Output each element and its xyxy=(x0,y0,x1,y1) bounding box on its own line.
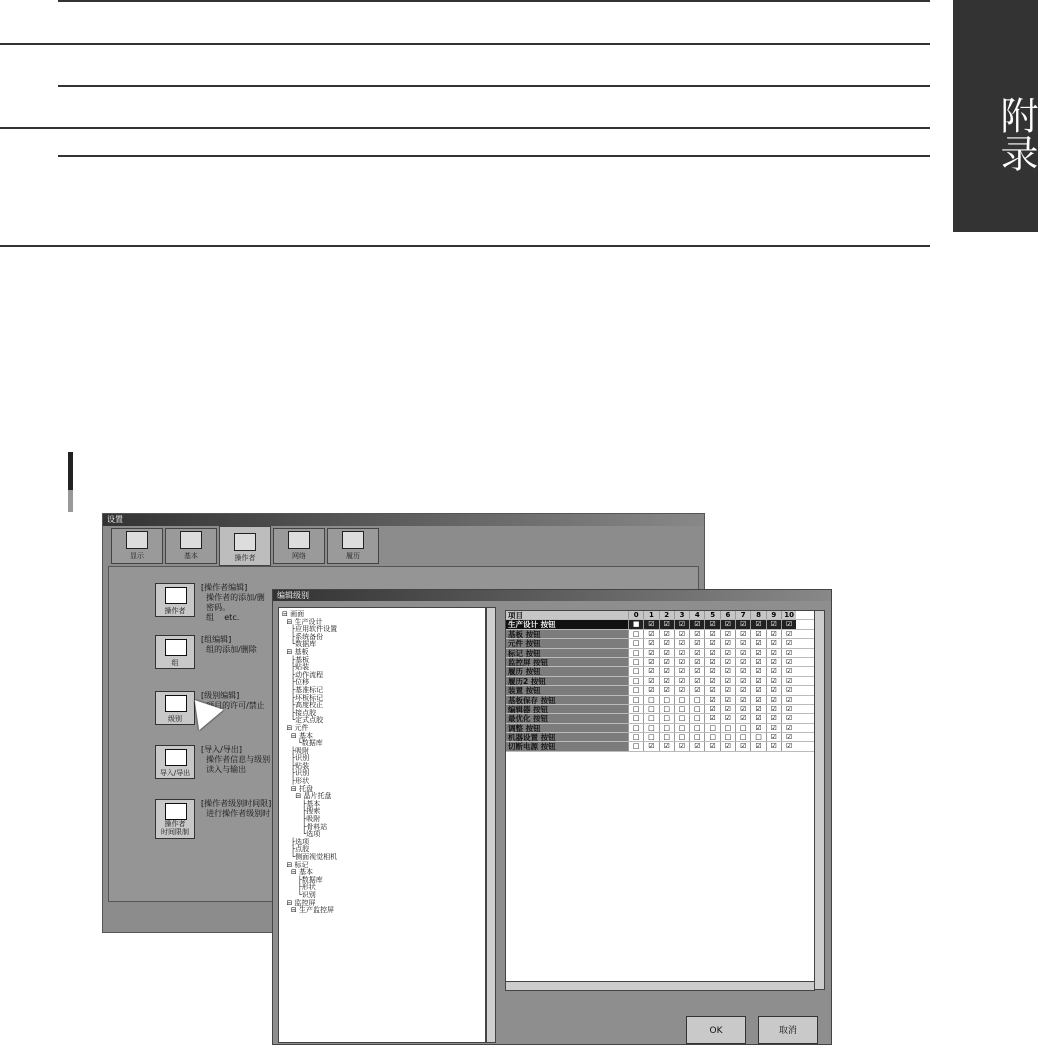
permission-checkbox[interactable]: ☑ xyxy=(659,742,674,750)
permission-checkbox[interactable]: ☑ xyxy=(659,639,674,647)
tree-node[interactable]: ├坏板标记 xyxy=(282,693,324,702)
permission-checkbox[interactable]: □ xyxy=(674,724,689,732)
permission-checkbox[interactable]: ☑ xyxy=(766,620,781,628)
item-tree[interactable] xyxy=(278,607,486,1043)
grid-column-header[interactable]: 8 xyxy=(750,611,765,619)
permission-checkbox[interactable]: ☑ xyxy=(781,686,796,694)
tree-node[interactable]: ⊟ 晶片托盘 xyxy=(282,792,332,801)
permission-checkbox[interactable]: ☑ xyxy=(735,649,750,657)
permission-checkbox[interactable]: ☑ xyxy=(704,620,719,628)
table-row[interactable] xyxy=(506,667,824,676)
permission-checkbox[interactable]: ☑ xyxy=(735,639,750,647)
tree-node[interactable]: ├贴装 xyxy=(282,761,310,770)
tree-node[interactable]: ├应用软件设置 xyxy=(282,625,338,634)
rule-3 xyxy=(58,85,930,87)
permission-checkbox[interactable]: ☑ xyxy=(659,667,674,675)
tree-node[interactable]: ⊟ 基本 xyxy=(282,731,313,740)
permission-grid xyxy=(505,610,825,990)
settings-tabs xyxy=(111,528,379,566)
permission-checkbox[interactable]: ☑ xyxy=(674,649,689,657)
tree-node[interactable]: ⊟ 基本 xyxy=(282,868,313,877)
section-marker-light xyxy=(68,490,73,512)
tree-node[interactable]: ├数据库 xyxy=(282,875,323,884)
permission-checkbox[interactable]: ☑ xyxy=(735,686,750,694)
permission-checkbox[interactable]: ☑ xyxy=(720,705,735,713)
permission-checkbox[interactable]: □ xyxy=(735,724,750,732)
permission-checkbox[interactable]: ☑ xyxy=(689,639,704,647)
rule-6 xyxy=(0,245,930,247)
permission-checkbox[interactable]: ☑ xyxy=(781,696,796,704)
permission-checkbox[interactable]: ☑ xyxy=(643,639,658,647)
import-export-button[interactable] xyxy=(155,745,195,779)
tree-node[interactable]: ├贴装 xyxy=(282,663,310,672)
permission-checkbox[interactable]: ☑ xyxy=(704,630,719,638)
ok-button[interactable]: OK xyxy=(686,1016,746,1044)
permission-checkbox[interactable]: ☑ xyxy=(781,639,796,647)
settings-titlebar: 设置 xyxy=(103,514,704,526)
tree-node[interactable]: ├形状 xyxy=(282,777,310,786)
time-limit-button[interactable] xyxy=(155,799,195,839)
permission-checkbox[interactable]: ☑ xyxy=(689,658,704,666)
tree-node[interactable]: ├动作流程 xyxy=(282,670,324,679)
permission-checkbox[interactable]: ☑ xyxy=(766,724,781,732)
permission-checkbox[interactable]: ☑ xyxy=(643,677,658,685)
permission-checkbox[interactable]: □ xyxy=(628,649,643,657)
permission-checkbox[interactable]: ☑ xyxy=(735,620,750,628)
clock-icon xyxy=(165,803,187,820)
tree-node[interactable]: ├识别 xyxy=(282,769,310,778)
table-row[interactable] xyxy=(506,724,824,733)
appendix-label: 附录 xyxy=(994,96,1038,172)
permission-checkbox[interactable]: ☑ xyxy=(704,677,719,685)
tab-basic[interactable] xyxy=(165,528,217,564)
tree-node[interactable]: ├识别 xyxy=(282,754,310,763)
tab-label: 显示 xyxy=(130,552,144,560)
permission-checkbox[interactable]: □ xyxy=(643,705,658,713)
permission-checkbox[interactable]: □ xyxy=(735,733,750,741)
permission-checkbox[interactable]: ☑ xyxy=(781,733,796,741)
tab-network[interactable] xyxy=(273,528,325,564)
permission-checkbox[interactable]: □ xyxy=(720,724,735,732)
permission-checkbox[interactable]: □ xyxy=(628,714,643,722)
permission-checkbox[interactable]: □ xyxy=(659,724,674,732)
permission-checkbox[interactable]: □ xyxy=(750,733,765,741)
permission-checkbox[interactable]: ☑ xyxy=(766,649,781,657)
permission-checkbox[interactable]: □ xyxy=(659,696,674,704)
permission-checkbox[interactable]: ☑ xyxy=(689,677,704,685)
permission-checkbox[interactable]: ☑ xyxy=(750,714,765,722)
row-label: 标记 按钮 xyxy=(506,649,628,657)
permission-checkbox[interactable]: ☑ xyxy=(704,667,719,675)
permission-checkbox[interactable]: ☑ xyxy=(781,630,796,638)
permission-checkbox[interactable]: □ xyxy=(628,658,643,666)
level-edit-desc: [级别编辑] 项目的许可/禁止 xyxy=(201,691,265,710)
permission-checkbox[interactable]: □ xyxy=(628,696,643,704)
tab-label: 网络 xyxy=(292,552,306,560)
permission-checkbox[interactable]: ☑ xyxy=(643,658,658,666)
operator-icon xyxy=(165,587,187,604)
tree-node[interactable]: ├高度校正 xyxy=(282,701,324,710)
permission-checkbox[interactable]: ☑ xyxy=(735,705,750,713)
permission-checkbox[interactable]: □ xyxy=(628,677,643,685)
permission-checkbox[interactable]: ☑ xyxy=(781,714,796,722)
grid-column-header[interactable]: 1 xyxy=(643,611,658,619)
permission-checkbox[interactable]: ☑ xyxy=(689,630,704,638)
permission-checkbox[interactable]: ☑ xyxy=(750,742,765,750)
permission-checkbox[interactable]: ☑ xyxy=(720,630,735,638)
tree-node[interactable]: ├基板 xyxy=(282,655,310,664)
permission-checkbox[interactable]: ☑ xyxy=(720,686,735,694)
permission-checkbox[interactable]: ☑ xyxy=(720,677,735,685)
permission-checkbox[interactable]: □ xyxy=(674,696,689,704)
permission-checkbox[interactable]: □ xyxy=(674,705,689,713)
table-row[interactable] xyxy=(506,658,824,667)
permission-checkbox[interactable]: ☑ xyxy=(766,667,781,675)
rule-4 xyxy=(0,127,930,129)
table-row[interactable] xyxy=(506,714,824,723)
permission-checkbox[interactable]: □ xyxy=(659,714,674,722)
basic-icon xyxy=(180,531,202,549)
operator-edit-desc: [操作者编辑] 操作者的添加/删 密码。 组 etc. xyxy=(201,583,265,622)
import-export-icon xyxy=(165,749,187,766)
rule-5 xyxy=(58,155,930,157)
tab-label: 操作者 xyxy=(234,554,256,562)
permission-checkbox[interactable]: □ xyxy=(704,733,719,741)
permission-checkbox[interactable]: ☑ xyxy=(781,620,796,628)
tree-node[interactable]: ⊟ 元件 xyxy=(282,723,309,732)
permission-checkbox[interactable]: ☑ xyxy=(689,667,704,675)
grid-vscrollbar[interactable] xyxy=(814,611,824,989)
permission-checkbox[interactable]: □ xyxy=(628,630,643,638)
table-row[interactable] xyxy=(506,696,824,705)
table-row[interactable] xyxy=(506,677,824,686)
tree-node[interactable]: └定式点胶 xyxy=(282,716,324,725)
tree-node[interactable]: ├接点胶 xyxy=(282,708,317,717)
group-icon xyxy=(165,639,187,656)
tree-node[interactable]: └侧面视觉相机 xyxy=(282,853,338,861)
permission-checkbox[interactable]: ☑ xyxy=(674,639,689,647)
time-limit-desc: [操作者级别时间限] 进行操作者级别时 xyxy=(201,799,272,818)
permission-checkbox[interactable]: ☑ xyxy=(659,658,674,666)
permission-checkbox[interactable]: ☑ xyxy=(781,677,796,685)
permission-checkbox[interactable]: ☑ xyxy=(704,686,719,694)
row-label: 最优化 按钮 xyxy=(506,714,628,722)
grid-hscrollbar[interactable] xyxy=(505,981,815,991)
cancel-button[interactable]: 取消 xyxy=(758,1016,818,1044)
row-label: 履历2 按钮 xyxy=(506,677,628,685)
row-label: 编辑器 按钮 xyxy=(506,705,628,713)
permission-checkbox[interactable]: □ xyxy=(628,639,643,647)
table-row[interactable] xyxy=(506,649,824,658)
grid-column-header[interactable]: 9 xyxy=(766,611,781,619)
permission-checkbox[interactable]: ☑ xyxy=(704,714,719,722)
row-label: 切断电源 按钮 xyxy=(506,742,628,750)
tab-history[interactable] xyxy=(327,528,379,564)
permission-checkbox[interactable]: ☑ xyxy=(750,667,765,675)
permission-checkbox[interactable]: ☑ xyxy=(781,724,796,732)
section-marker xyxy=(68,452,73,490)
permission-checkbox[interactable]: ☑ xyxy=(766,677,781,685)
permission-checkbox[interactable]: □ xyxy=(628,742,643,750)
network-icon xyxy=(288,531,310,549)
row-label: 机器设置 按钮 xyxy=(506,733,628,741)
permission-checkbox[interactable]: ☑ xyxy=(689,649,704,657)
tree-node[interactable]: └数据库 xyxy=(282,739,323,748)
import-export-desc: [导入/导出] 操作者信息与级别 读入与输出 xyxy=(201,745,271,774)
permission-checkbox[interactable]: ☑ xyxy=(674,658,689,666)
permission-checkbox[interactable]: □ xyxy=(689,714,704,722)
permission-checkbox[interactable]: □ xyxy=(643,733,658,741)
rule-2 xyxy=(0,43,930,45)
row-label: 元件 按钮 xyxy=(506,639,628,647)
permission-checkbox[interactable]: ☑ xyxy=(689,686,704,694)
permission-checkbox[interactable]: ☑ xyxy=(643,686,658,694)
group-button[interactable] xyxy=(155,635,195,669)
permission-checkbox[interactable]: ☑ xyxy=(766,742,781,750)
permission-checkbox[interactable]: □ xyxy=(643,696,658,704)
permission-checkbox[interactable]: ☑ xyxy=(704,705,719,713)
tab-display[interactable] xyxy=(111,528,163,564)
permission-checkbox[interactable]: ☑ xyxy=(766,705,781,713)
permission-checkbox[interactable]: ☑ xyxy=(766,658,781,666)
table-row[interactable] xyxy=(506,705,824,714)
row-label: 监控屏 按钮 xyxy=(506,658,628,666)
tree-node[interactable]: ├位移 xyxy=(282,678,310,687)
grid-column-header[interactable]: 5 xyxy=(704,611,719,619)
tree-node[interactable]: ├搜索 xyxy=(282,807,321,816)
tree-node[interactable]: ⊟ 标记 xyxy=(282,860,309,869)
permission-checkbox[interactable]: ☑ xyxy=(720,714,735,722)
permission-checkbox[interactable]: ☑ xyxy=(735,667,750,675)
history-icon xyxy=(342,531,364,549)
permission-checkbox[interactable]: □ xyxy=(628,705,643,713)
tree-node[interactable]: ├基准标记 xyxy=(282,685,324,694)
display-icon xyxy=(126,531,148,549)
tree-scrollbar[interactable] xyxy=(486,607,496,1043)
permission-checkbox[interactable]: ☑ xyxy=(766,686,781,694)
permission-checkbox[interactable]: ☑ xyxy=(704,649,719,657)
permission-checkbox[interactable]: ☑ xyxy=(735,677,750,685)
tree-node[interactable]: ├选项 xyxy=(282,837,310,846)
permission-checkbox[interactable]: ☑ xyxy=(766,639,781,647)
appendix-side-tab xyxy=(953,0,1038,232)
row-label: 调整 按钮 xyxy=(506,724,628,732)
rule-1 xyxy=(58,0,930,2)
permission-checkbox[interactable]: □ xyxy=(659,733,674,741)
permission-checkbox[interactable]: ☑ xyxy=(766,733,781,741)
permission-checkbox[interactable]: □ xyxy=(628,686,643,694)
grid-column-header[interactable]: 10 xyxy=(781,611,796,619)
tree-node[interactable]: ⊟ 生产设计 xyxy=(282,617,323,626)
grid-column-header[interactable]: 6 xyxy=(720,611,735,619)
grid-column-header[interactable]: 3 xyxy=(674,611,689,619)
permission-checkbox[interactable]: ☑ xyxy=(674,677,689,685)
tree-node[interactable]: ├吸附 xyxy=(282,746,310,755)
tree-node[interactable]: ├点胶 xyxy=(282,845,310,854)
permission-checkbox[interactable]: □ xyxy=(628,724,643,732)
permission-checkbox[interactable]: ☑ xyxy=(781,705,796,713)
button-label: 操作者 时间限制 xyxy=(161,820,189,836)
tree-node[interactable]: └识别 xyxy=(282,890,316,899)
permission-checkbox[interactable]: ■ xyxy=(628,620,643,628)
row-label: 装置 按钮 xyxy=(506,686,628,694)
permission-checkbox[interactable]: ☑ xyxy=(643,620,658,628)
permission-checkbox[interactable]: ☑ xyxy=(750,677,765,685)
permission-checkbox[interactable]: □ xyxy=(689,696,704,704)
tab-operator[interactable] xyxy=(219,526,271,566)
tree-node[interactable]: ├吸附 xyxy=(282,815,321,824)
tab-label: 基本 xyxy=(184,552,198,560)
permission-checkbox[interactable]: ☑ xyxy=(704,742,719,750)
permission-checkbox[interactable]: ☑ xyxy=(735,742,750,750)
permission-checkbox[interactable]: ☑ xyxy=(643,667,658,675)
table-row[interactable] xyxy=(506,630,824,639)
permission-checkbox[interactable]: ☑ xyxy=(704,658,719,666)
button-label: 级别 xyxy=(168,715,182,723)
permission-checkbox[interactable]: ☑ xyxy=(674,667,689,675)
permission-checkbox[interactable]: ☑ xyxy=(750,686,765,694)
permission-checkbox[interactable]: ☑ xyxy=(674,630,689,638)
permission-checkbox[interactable]: ☑ xyxy=(674,742,689,750)
permission-checkbox[interactable]: ☑ xyxy=(720,649,735,657)
permission-checkbox[interactable]: ☑ xyxy=(735,714,750,722)
button-label: 操作者 xyxy=(164,607,186,615)
permission-checkbox[interactable]: ☑ xyxy=(643,649,658,657)
permission-checkbox[interactable]: ☑ xyxy=(750,630,765,638)
permission-checkbox[interactable]: ☑ xyxy=(781,742,796,750)
permission-checkbox[interactable]: □ xyxy=(674,714,689,722)
grid-column-header[interactable]: 7 xyxy=(735,611,750,619)
permission-checkbox[interactable]: ☑ xyxy=(674,620,689,628)
permission-checkbox[interactable]: ☑ xyxy=(704,639,719,647)
permission-checkbox[interactable]: ☑ xyxy=(750,649,765,657)
grid-header-row xyxy=(506,611,824,620)
table-row[interactable] xyxy=(506,686,824,695)
permission-checkbox[interactable]: ☑ xyxy=(643,630,658,638)
tree-node[interactable]: ⊟ 基板 xyxy=(282,647,309,656)
permission-checkbox[interactable]: ☑ xyxy=(689,620,704,628)
permission-checkbox[interactable]: □ xyxy=(704,724,719,732)
permission-checkbox[interactable]: □ xyxy=(689,705,704,713)
permission-checkbox[interactable]: □ xyxy=(720,733,735,741)
grid-column-header[interactable]: 4 xyxy=(689,611,704,619)
tree-node[interactable]: ├骨料站 xyxy=(282,822,328,831)
permission-checkbox[interactable]: ☑ xyxy=(781,658,796,666)
button-label: 导入/导出 xyxy=(159,769,191,777)
table-row[interactable] xyxy=(506,639,824,648)
operator-icon xyxy=(234,533,256,551)
button-label: 组 xyxy=(171,659,179,667)
row-label: 基板保存 按钮 xyxy=(506,696,628,704)
permission-checkbox[interactable]: ☑ xyxy=(750,639,765,647)
permission-checkbox[interactable]: ☑ xyxy=(735,630,750,638)
tree-node[interactable]: ├基本 xyxy=(282,799,321,808)
permission-checkbox[interactable]: ☑ xyxy=(750,705,765,713)
permission-checkbox[interactable]: ☑ xyxy=(659,677,674,685)
tree-node[interactable]: ⊟ 生产监控屏 xyxy=(282,906,334,915)
permission-checkbox[interactable]: ☑ xyxy=(750,696,765,704)
permission-checkbox[interactable]: ☑ xyxy=(674,686,689,694)
permission-checkbox[interactable]: ☑ xyxy=(720,696,735,704)
permission-checkbox[interactable]: ☑ xyxy=(735,658,750,666)
tree-node[interactable]: └数据库 xyxy=(282,640,317,649)
permission-checkbox[interactable]: ☑ xyxy=(659,620,674,628)
permission-checkbox[interactable]: ☑ xyxy=(659,686,674,694)
permission-checkbox[interactable]: ☑ xyxy=(720,620,735,628)
tree-node[interactable]: ⊟ 监控屏 xyxy=(282,898,316,907)
row-label: 履历 按钮 xyxy=(506,667,628,675)
permission-checkbox[interactable]: ☑ xyxy=(720,639,735,647)
grid-column-header[interactable]: 0 xyxy=(628,611,643,619)
permission-checkbox[interactable]: ☑ xyxy=(750,658,765,666)
permission-checkbox[interactable]: ☑ xyxy=(781,649,796,657)
table-row[interactable] xyxy=(506,742,824,751)
grid-column-header[interactable]: 2 xyxy=(659,611,674,619)
permission-checkbox[interactable]: □ xyxy=(659,705,674,713)
table-row[interactable] xyxy=(506,733,824,742)
permission-checkbox[interactable]: ☑ xyxy=(720,742,735,750)
permission-checkbox[interactable]: ☑ xyxy=(781,667,796,675)
permission-checkbox[interactable]: □ xyxy=(689,724,704,732)
row-label: 基板 按钮 xyxy=(506,630,628,638)
permission-checkbox[interactable]: ☑ xyxy=(766,714,781,722)
table-row[interactable] xyxy=(506,620,824,629)
permission-checkbox[interactable]: □ xyxy=(643,714,658,722)
tree-node[interactable]: ├系统备份 xyxy=(282,632,324,641)
operator-button[interactable] xyxy=(155,583,195,617)
edit-level-titlebar: 编辑级别 xyxy=(273,590,831,601)
group-edit-desc: [组编辑] 组的添加/删除 xyxy=(201,635,257,654)
permission-checkbox[interactable]: □ xyxy=(628,733,643,741)
permission-checkbox[interactable]: ☑ xyxy=(689,742,704,750)
permission-checkbox[interactable]: ☑ xyxy=(766,630,781,638)
permission-checkbox[interactable]: ☑ xyxy=(766,696,781,704)
permission-checkbox[interactable]: ☑ xyxy=(750,620,765,628)
permission-checkbox[interactable]: □ xyxy=(674,733,689,741)
permission-checkbox[interactable]: ☑ xyxy=(704,696,719,704)
permission-checkbox[interactable]: ☑ xyxy=(735,696,750,704)
tree-node[interactable]: └选项 xyxy=(282,830,321,839)
row-label: 生产设计 按钮 xyxy=(506,620,628,628)
permission-checkbox[interactable]: □ xyxy=(628,667,643,675)
tab-label: 履历 xyxy=(346,552,360,560)
permission-checkbox[interactable]: ☑ xyxy=(659,630,674,638)
permission-checkbox[interactable]: ☑ xyxy=(659,649,674,657)
permission-checkbox[interactable]: ☑ xyxy=(720,667,735,675)
tree-node[interactable]: ├形状 xyxy=(282,883,316,892)
permission-checkbox[interactable]: ☑ xyxy=(720,658,735,666)
tree-node[interactable]: ⊟ 画面 xyxy=(282,610,305,618)
permission-checkbox[interactable]: ☑ xyxy=(643,742,658,750)
permission-checkbox[interactable]: □ xyxy=(643,724,658,732)
grid-header-label: 项目 xyxy=(506,611,628,619)
permission-checkbox[interactable]: ☑ xyxy=(750,724,765,732)
edit-level-window xyxy=(272,589,832,1045)
tree-node[interactable]: ⊟ 托盘 xyxy=(282,784,313,793)
permission-checkbox[interactable]: □ xyxy=(689,733,704,741)
